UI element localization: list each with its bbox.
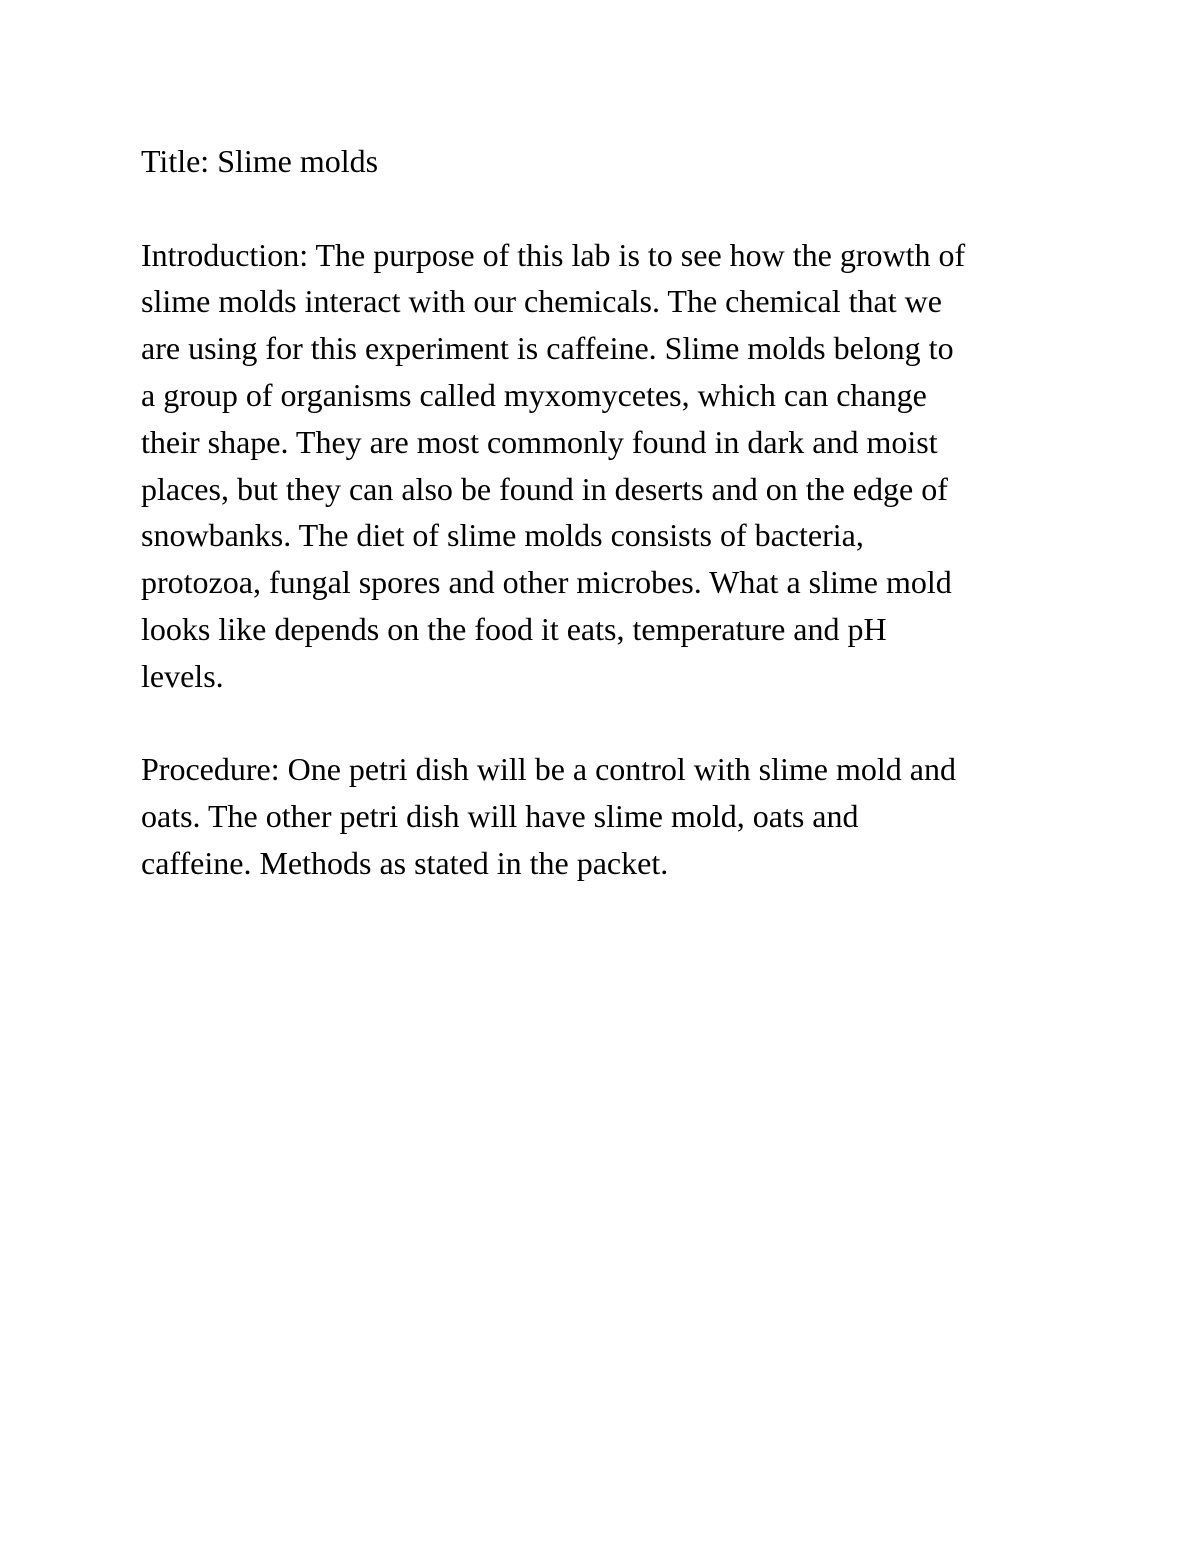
paragraph-gap (141, 700, 1061, 747)
title-line: Title: Slime molds (141, 143, 379, 179)
document-body (141, 138, 1061, 887)
introduction-paragraph: Introduction: The purpose of this lab is to see how the growth of slime molds interact with our chemicals. The chemical that we are using for this experiment is caffeine. Slime molds belong to a group of organisms called myxomycetes, which can change their shape. They are most commonly found in dark and moist places, but they can also be found in deserts and on the edge of snowbanks. The diet of slime molds consists of bacteria, protozoa, fungal spores and other microbes. What a slime mold looks like depends on the food it eats, temperature and pH levels. (141, 236, 966, 694)
procedure-paragraph: Procedure: One petri dish will be a control with slime mold and oats. The other petri dish will have slime mold, oats and caffeine. Methods as stated in the packet. (141, 751, 956, 881)
paragraph-gap (141, 185, 1061, 232)
